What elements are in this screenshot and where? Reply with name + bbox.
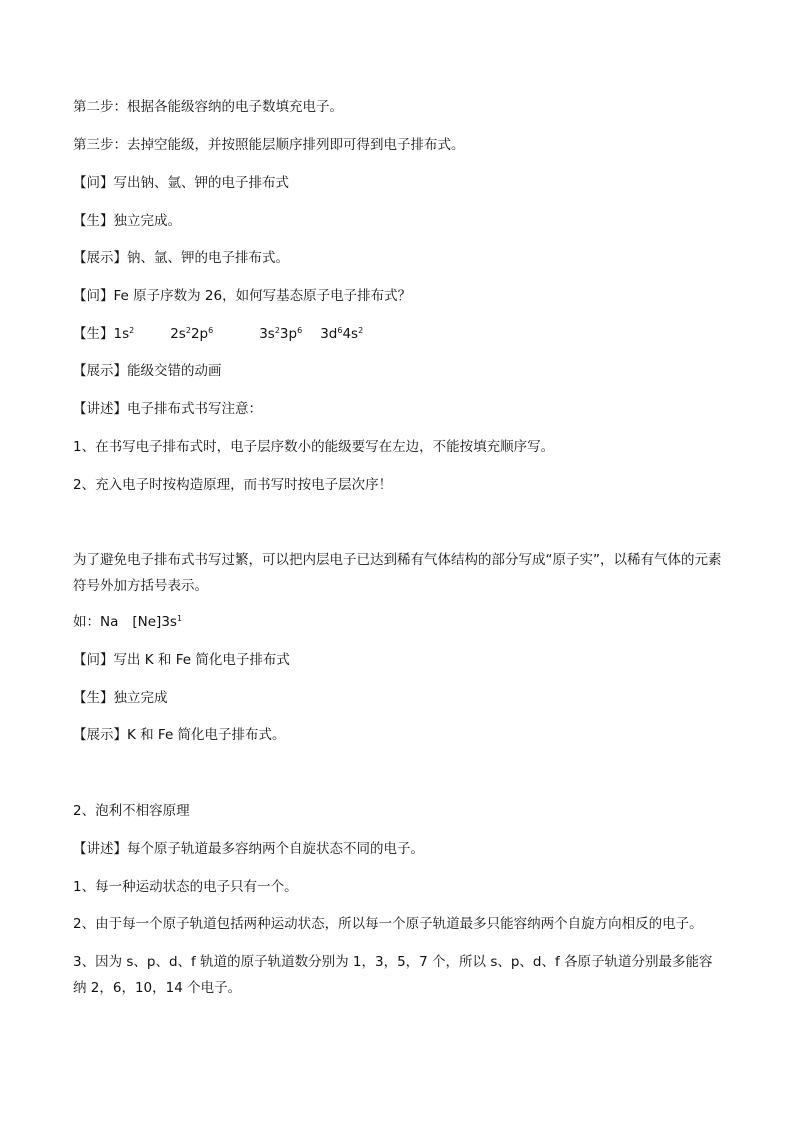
example-na-prefix: 如：Na	[73, 614, 119, 630]
example-na-config: $[Ne]3s^1$	[132, 614, 183, 630]
lecture-pauli: 【讲述】每个原子轨道最多容纳两个自旋状态不同的电子。	[73, 841, 424, 857]
show-na-ar-k: 【展示】钠、氩、钾的电子排布式。	[73, 250, 289, 266]
student-fe-prefix: 【生】	[73, 326, 114, 342]
atomic-core-paragraph: 为了避免电子排布式书写过繁，可以把内层电子已达到稀有气体结构的部分写成“原子实”，以稀有气体的元素符号外加方括号表示。	[73, 552, 722, 594]
fe-config-group-2: $2s^22p^6$	[170, 326, 214, 342]
show-k-fe: 【展示】K 和 Fe 简化电子排布式。	[73, 727, 286, 743]
fe-config-group-3: $3s^23p^6$	[259, 326, 303, 342]
question-na-ar-k: 【问】写出钠、氩、钾的电子排布式	[73, 175, 289, 191]
fe-config-group-1: $1s^2$	[113, 326, 135, 342]
note-1: 1、在书写电子排布式时，电子层序数小的能级要写在左边，不能按填充顺序写。	[73, 439, 555, 455]
question-fe: 【问】Fe 原子序数为 26，如何写基态原子电子排布式？	[73, 288, 412, 304]
student-response-2: 【生】独立完成	[73, 690, 168, 706]
note-2: 2、充入电子时按构造原理，而书写时按电子层次序！	[73, 477, 393, 493]
student-fe-config	[73, 324, 399, 344]
step3-text: 第三步：去掉空能级，并按照能层顺序排列即可得到电子排布式。	[73, 137, 465, 153]
step2-text: 第二步：根据各能级容纳的电子数填充电子。	[73, 99, 343, 115]
section-pauli: 2、泡利不相容原理	[73, 803, 190, 819]
show-animation: 【展示】能级交错的动画	[73, 363, 222, 379]
example-na	[73, 612, 182, 632]
pauli-point-1: 1、每一种运动状态的电子只有一个。	[73, 879, 298, 895]
pauli-point-3: 3、因为 s、p、d、f 轨道的原子轨道数分别为 1，3，5，7 个，所以 s、p、d、f 各原子轨道分别最多能容纳 2，6，10，14 个电子。	[73, 954, 713, 996]
student-response-1: 【生】独立完成。	[73, 213, 181, 229]
lecture-notes-title: 【讲述】电子排布式书写注意：	[73, 401, 262, 417]
pauli-point-2: 2、由于每一个原子轨道包括两种运动状态，所以每一个原子轨道最多只能容纳两个自旋方向相反的电子。	[73, 916, 703, 932]
fe-config-group-4: $3d^64s^2$	[320, 326, 364, 342]
question-k-fe: 【问】写出 K 和 Fe 简化电子排布式	[73, 652, 290, 668]
